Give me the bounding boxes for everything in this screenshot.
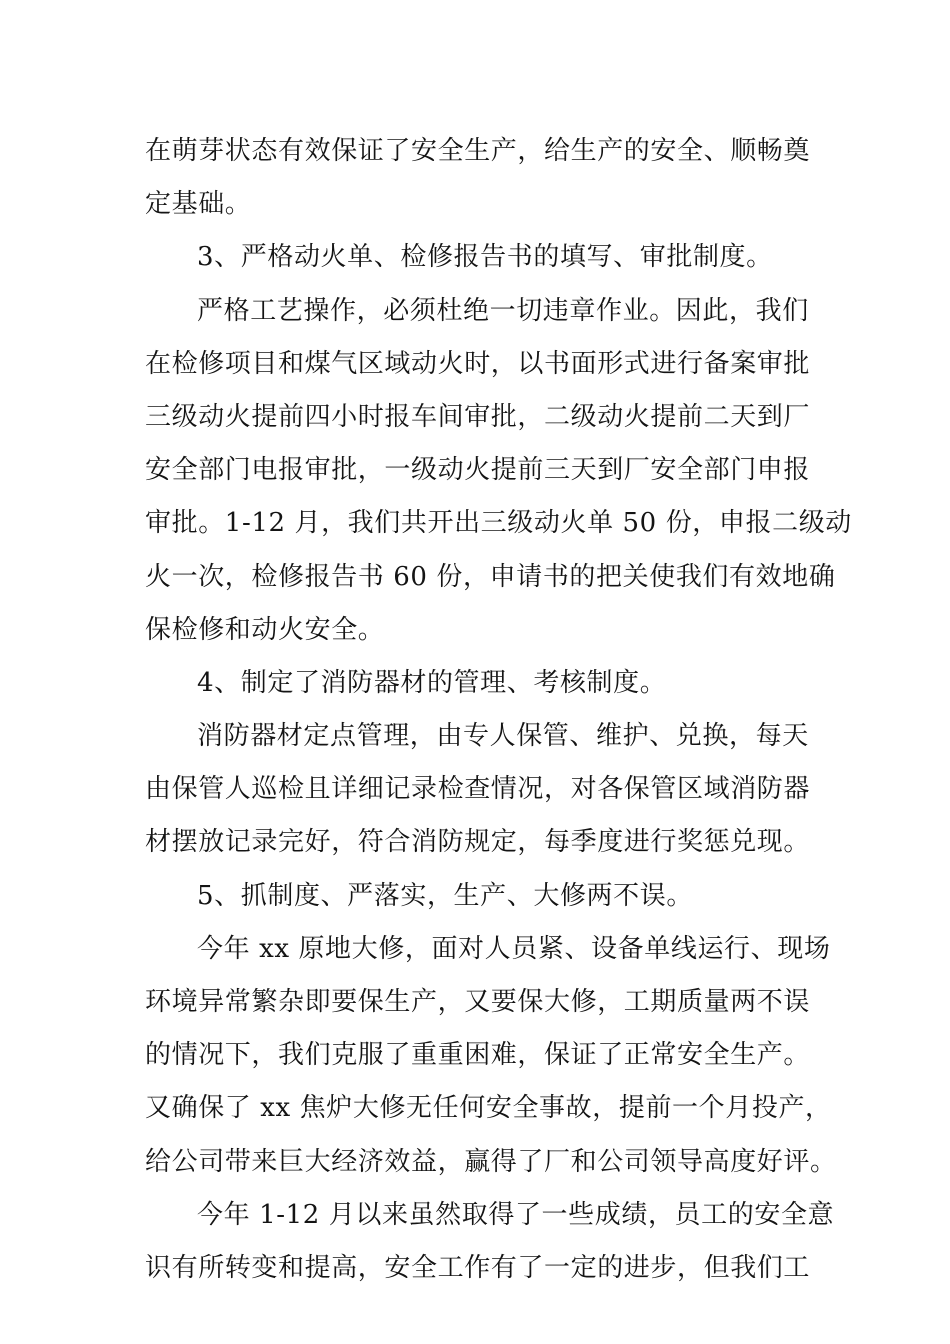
text-line: 识有所转变和提高，安全工作有了一定的进步，但我们工: [145, 1252, 811, 1283]
text-line: 今年 xx 原地大修，面对人员紧、设备单线运行、现场: [197, 933, 831, 964]
text-line: 材摆放记录完好，符合消防规定，每季度进行奖惩兑现。: [145, 827, 811, 858]
text-line: 给公司带来巨大经济效益，赢得了厂和公司领导高度好评。: [145, 1146, 837, 1177]
text-line: 火一次，检修报告书 60 份，申请书的把关使我们有效地确: [145, 561, 836, 592]
text-line: 由保管人巡检且详细记录检查情况，对各保管区域消防器: [145, 774, 811, 805]
text-line: 严格工艺操作，必须杜绝一切违章作业。因此，我们: [197, 295, 809, 326]
text-line: 在萌芽状态有效保证了安全生产，给生产的安全、顺畅奠: [145, 136, 811, 166]
document-body: [145, 125, 852, 1295]
text-line: 的情况下，我们克服了重重困难，保证了正常安全生产。: [145, 1040, 811, 1071]
text-line: 保检修和动火安全。: [145, 614, 385, 645]
text-line: 4、制定了消防器材的管理、考核制度。: [197, 667, 667, 698]
text-line: 在检修项目和煤气区域动火时，以书面形式进行备案审批: [145, 348, 811, 379]
text-line: 审批。1-12 月，我们共开出三级动火单 50 份，申报二级动: [145, 508, 852, 539]
text-line: 消防器材定点管理，由专人保管、维护、兑换，每天: [197, 721, 809, 752]
text-line: 安全部门电报审批，一级动火提前三天到厂安全部门申报: [145, 455, 811, 486]
text-line: 3、严格动火单、检修报告书的填写、审批制度。: [197, 242, 773, 273]
text-line: 定基础。: [145, 189, 252, 220]
text-line: 今年 1-12 月以来虽然取得了一些成绩，员工的安全意: [197, 1199, 835, 1230]
text-line: 三级动火提前四小时报车间审批，二级动火提前二天到厂: [145, 401, 811, 432]
text-line: 5、抓制度、严落实，生产、大修两不误。: [197, 880, 693, 911]
text-line: 环境异常繁杂即要保生产，又要保大修，工期质量两不误: [145, 987, 811, 1017]
text-line: 又确保了 xx 焦炉大修无任何安全事故，提前一个月投产，: [145, 1093, 832, 1124]
